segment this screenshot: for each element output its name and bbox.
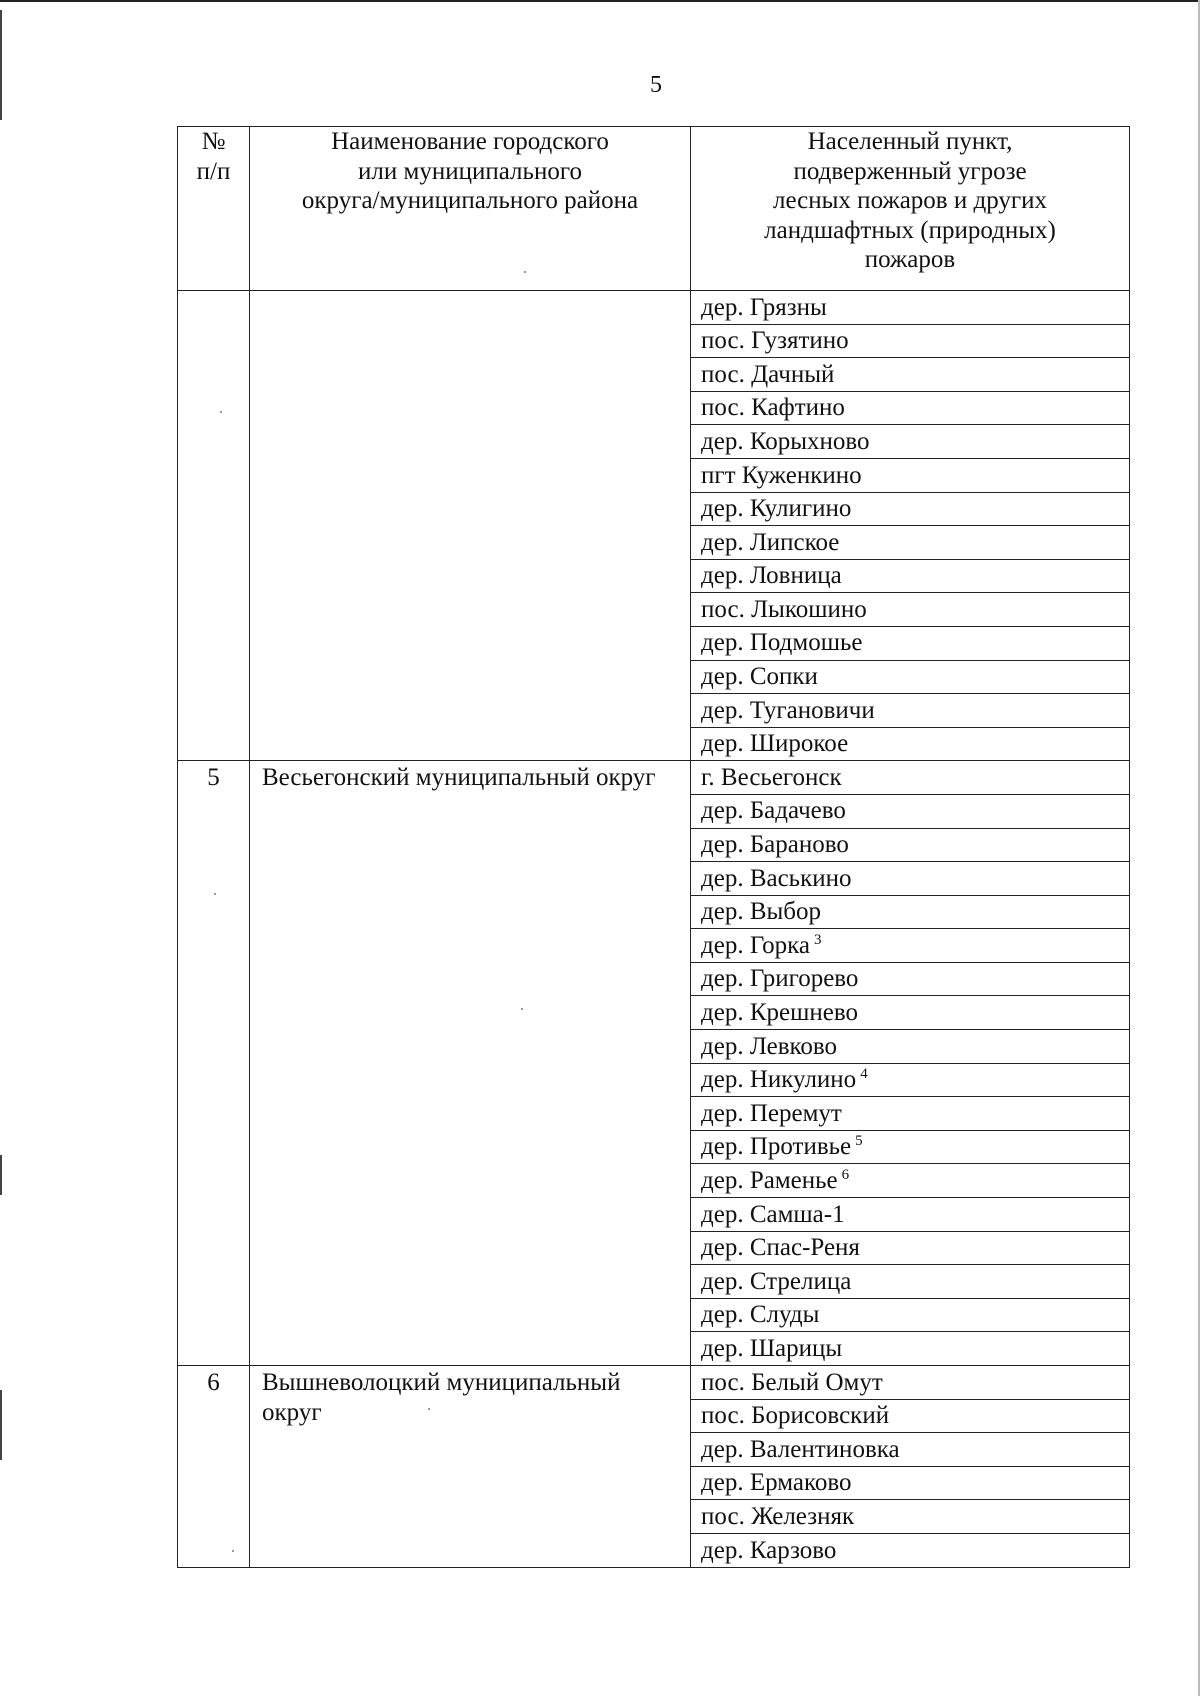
settlement-cell — [691, 1198, 1130, 1232]
settlement-name: дер. Ермаково — [701, 1469, 852, 1497]
table-body — [178, 291, 1130, 1568]
settlement-cell — [691, 660, 1130, 694]
settlement-cell — [691, 1130, 1130, 1164]
settlement-cell — [691, 425, 1130, 459]
settlement-name: дер. Валентиновка — [701, 1435, 900, 1463]
settlement-cell — [691, 1097, 1130, 1131]
settlement-name: дер. Шарицы — [701, 1334, 843, 1362]
header-number-text: № п/п — [196, 128, 231, 185]
scan-speck — [524, 271, 526, 273]
settlement-cell — [691, 794, 1130, 828]
settlement-name: г. Весьегонск — [701, 763, 842, 791]
scan-edge-top — [0, 0, 1200, 2]
settlement-name: дер. Крешнево — [701, 999, 858, 1027]
settlement-cell — [691, 694, 1130, 728]
settlement-name: дер. Бараново — [701, 831, 849, 859]
settlement-name: пос. Дачный — [701, 360, 835, 388]
settlement-name: дер. Грязны — [701, 293, 827, 321]
settlement-cell — [691, 1399, 1130, 1433]
settlement-name: дер. Самша-1 — [701, 1200, 845, 1228]
table-row — [178, 291, 1130, 325]
header-settlement — [691, 127, 1130, 291]
settlement-cell — [691, 559, 1130, 593]
district-name-cell — [250, 291, 691, 761]
table-row — [178, 761, 1130, 795]
settlement-name: дер. Раменье — [701, 1166, 838, 1194]
settlement-name: дер. Кулигино — [701, 495, 852, 523]
row-number-cell: 6 — [178, 1366, 250, 1568]
settlement-name: дер. Широкое — [701, 730, 849, 758]
settlement-name: дер. Перемут — [701, 1099, 842, 1127]
settlement-cell — [691, 391, 1130, 425]
settlement-cell — [691, 761, 1130, 795]
settlement-name: дер. Ловница — [701, 562, 842, 590]
settlement-cell — [691, 1164, 1130, 1198]
settlement-name: пос. Гузятино — [701, 327, 849, 355]
settlement-name: пос. Железняк — [701, 1502, 855, 1530]
settlement-cell — [691, 1366, 1130, 1400]
settlement-cell — [691, 996, 1130, 1030]
table-row — [178, 1366, 1130, 1400]
settlement-cell — [691, 1030, 1130, 1064]
settlement-cell — [691, 593, 1130, 627]
settlement-name: дер. Васькино — [701, 864, 852, 892]
footnote-marker: 5 — [855, 1133, 863, 1150]
settlement-cell — [691, 862, 1130, 896]
table-header-row — [178, 127, 1130, 291]
row-number-cell — [178, 291, 250, 761]
settlement-name: пос. Белый Омут — [701, 1368, 883, 1396]
scan-speck — [521, 1008, 523, 1010]
settlement-name: дер. Стрелица — [701, 1267, 852, 1295]
settlement-cell — [691, 895, 1130, 929]
settlement-cell — [691, 291, 1130, 325]
scan-edge-mark — [0, 1155, 2, 1195]
scan-speck — [220, 411, 222, 413]
settlements-table — [177, 126, 1130, 1568]
header-district-text: Наименование городского или муниципального округа/муниципального района — [301, 128, 639, 214]
settlement-cell — [691, 526, 1130, 560]
settlement-cell — [691, 1466, 1130, 1500]
scan-edge-mark — [0, 10, 2, 120]
district-name-cell: Вышневолоцкий муниципальный округ — [250, 1366, 691, 1568]
settlement-cell — [691, 828, 1130, 862]
settlement-cell — [691, 1231, 1130, 1265]
scan-speck — [428, 1408, 430, 1410]
settlement-cell — [691, 626, 1130, 660]
settlement-name: пос. Кафтино — [701, 394, 845, 422]
settlement-name: пгт Куженкино — [701, 461, 862, 489]
settlement-name: дер. Подмошье — [701, 629, 863, 657]
district-name-cell: Весьегонский муниципальный округ — [250, 761, 691, 1366]
settlement-name: дер. Противье — [701, 1133, 852, 1161]
settlement-cell — [691, 1298, 1130, 1332]
settlement-name: дер. Выбор — [701, 898, 822, 926]
settlement-name: дер. Карзово — [701, 1536, 837, 1564]
settlement-cell — [691, 1500, 1130, 1534]
footnote-marker: 6 — [841, 1166, 850, 1183]
settlement-name: дер. Спас-Реня — [701, 1234, 860, 1262]
settlement-name: дер. Григорево — [701, 965, 859, 993]
scan-speck — [232, 1550, 234, 1552]
settlement-cell — [691, 458, 1130, 492]
header-number — [178, 127, 250, 291]
header-district — [250, 127, 691, 291]
settlement-name: дер. Липское — [701, 528, 840, 556]
settlement-name: дер. Никулино — [701, 1066, 857, 1094]
settlement-name: дер. Левково — [701, 1032, 838, 1060]
row-number-cell: 5 — [178, 761, 250, 1366]
settlement-cell — [691, 1265, 1130, 1299]
scan-speck — [214, 893, 216, 895]
settlement-cell — [691, 929, 1130, 963]
settlement-cell — [691, 1533, 1130, 1567]
settlement-cell — [691, 1332, 1130, 1366]
settlement-name: дер. Горка — [701, 931, 810, 959]
settlement-name: пос. Борисовский — [701, 1402, 890, 1430]
header-settlement-text: Населенный пункт, подверженный угрозе лесных пожаров и других ландшафтных (природных) пожаров — [764, 128, 1056, 273]
page-number: 5 — [650, 72, 662, 98]
settlement-cell — [691, 1433, 1130, 1467]
footnote-marker: 4 — [860, 1065, 868, 1082]
footnote-marker: 3 — [813, 931, 822, 948]
scan-edge-mark — [0, 1390, 2, 1460]
settlement-name: дер. Тугановичи — [701, 696, 875, 724]
settlement-cell — [691, 324, 1130, 358]
settlement-name: дер. Слуды — [701, 1301, 820, 1329]
settlement-name: дер. Корыхново — [701, 427, 870, 455]
settlement-cell — [691, 727, 1130, 761]
settlement-cell — [691, 358, 1130, 392]
settlement-name: дер. Бадачево — [701, 797, 846, 825]
settlement-cell — [691, 1063, 1130, 1097]
settlement-cell — [691, 962, 1130, 996]
settlement-cell — [691, 492, 1130, 526]
settlement-name: дер. Сопки — [701, 663, 818, 691]
settlement-name: пос. Лыкошино — [701, 595, 867, 623]
